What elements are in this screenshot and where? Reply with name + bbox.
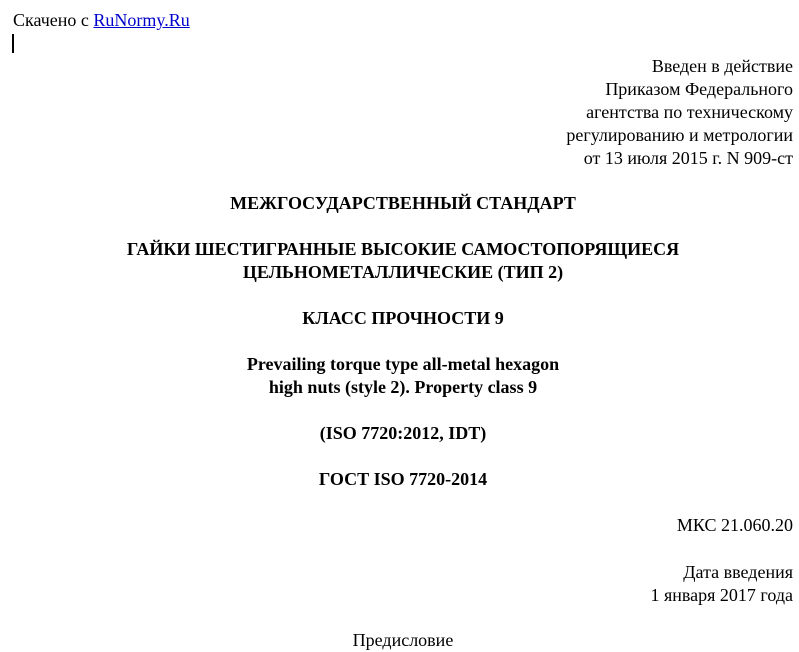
standard-type: МЕЖГОСУДАРСТВЕННЫЙ СТАНДАРТ xyxy=(230,193,576,213)
gost-designation-heading xyxy=(0,468,799,491)
source-link[interactable]: RuNormy.Ru xyxy=(93,10,190,30)
source-line xyxy=(13,9,190,32)
title-english-line: high nuts (style 2). Property class 9 xyxy=(268,377,538,397)
title-russian-line: ГАЙКИ ШЕСТИГРАННЫЕ ВЫСОКИЕ САМОСТОПОРЯЩИЕСЯ xyxy=(126,239,680,259)
foreword-heading: Предисловие xyxy=(352,630,454,650)
introduction-date-value: 1 января 2017 года xyxy=(650,585,793,605)
enactment-line: регулированию и метрологии xyxy=(566,125,793,145)
title-english-line: Prevailing torque type all-metal hexagon xyxy=(246,354,560,374)
source-prefix: Скачено с xyxy=(13,10,89,30)
enactment-line: от 13 июля 2015 г. N 909-ст xyxy=(583,148,793,168)
enactment-line: Введен в действие xyxy=(651,56,793,76)
strength-class-heading xyxy=(0,307,799,330)
enactment-line: Приказом Федерального xyxy=(605,79,793,99)
title-english xyxy=(0,353,799,399)
gost-designation: ГОСТ ISO 7720-2014 xyxy=(318,469,488,489)
title-russian-line: ЦЕЛЬНОМЕТАЛЛИЧЕСКИЕ (ТИП 2) xyxy=(242,262,564,282)
introduction-date-label: Дата введения xyxy=(683,562,793,582)
standard-type-heading xyxy=(0,192,799,215)
iso-reference-heading xyxy=(0,422,799,445)
text-cursor xyxy=(12,34,14,53)
introduction-date xyxy=(650,561,793,607)
title-russian xyxy=(0,238,799,284)
enactment-note xyxy=(566,55,793,170)
iso-reference: (ISO 7720:2012, IDT) xyxy=(319,423,487,443)
enactment-line: агентства по техническому xyxy=(586,102,793,122)
strength-class: КЛАСС ПРОЧНОСТИ 9 xyxy=(302,308,504,328)
mks-code: МКС 21.060.20 xyxy=(676,515,793,535)
